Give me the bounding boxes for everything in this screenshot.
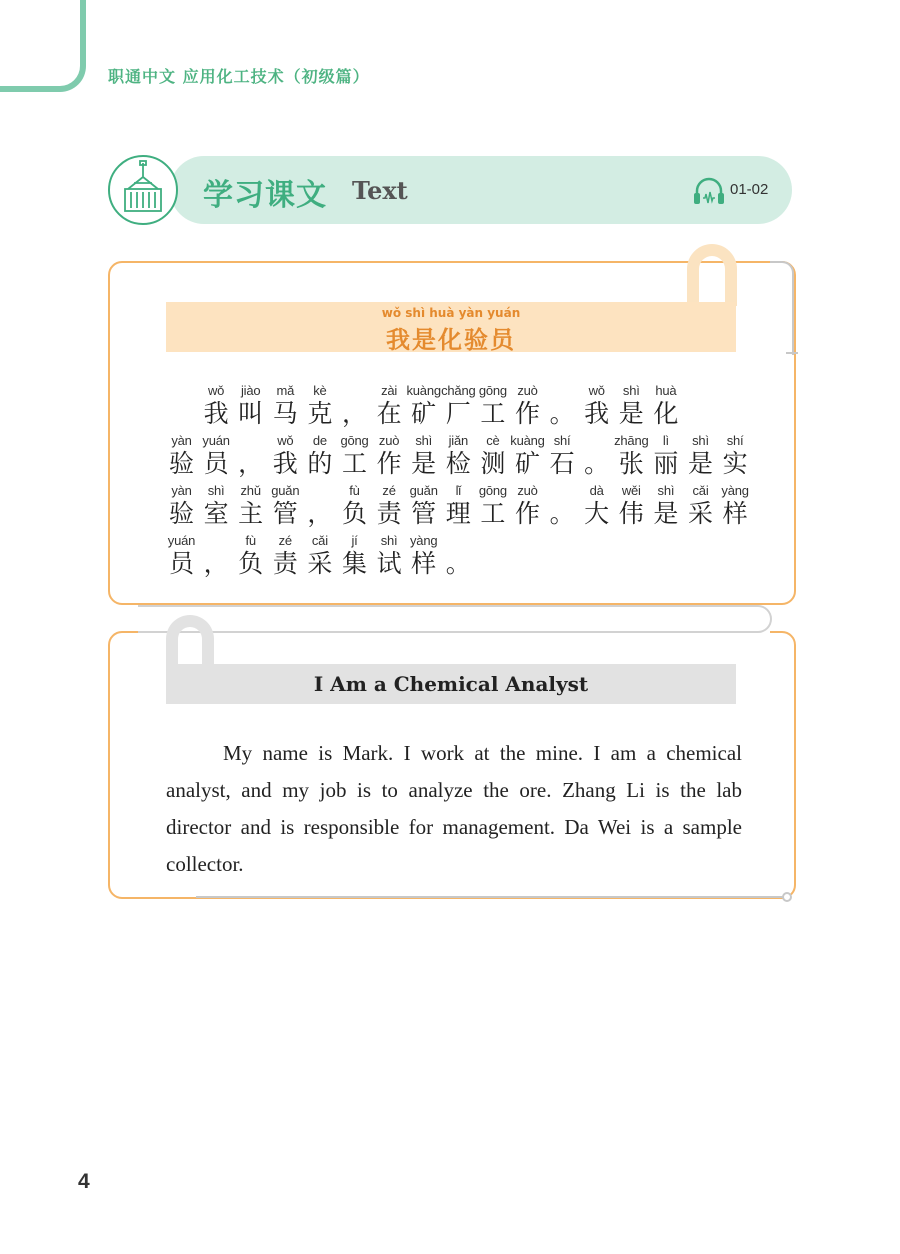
translation-title: I Am a Chemical Analyst bbox=[313, 672, 589, 696]
pinyin bbox=[233, 433, 268, 449]
ruby-char bbox=[441, 383, 476, 429]
pinyin: jí bbox=[351, 533, 358, 548]
ruby-char bbox=[199, 383, 234, 429]
hanzi: 。 bbox=[549, 399, 575, 428]
pinyin bbox=[302, 483, 337, 499]
ruby-char bbox=[337, 483, 372, 529]
hanzi: 验 bbox=[168, 449, 194, 478]
hanzi: 管 bbox=[411, 499, 437, 528]
hanzi: 克 bbox=[307, 399, 333, 428]
pinyin: shì bbox=[692, 433, 709, 448]
ruby-char bbox=[510, 483, 545, 529]
hanzi: 试 bbox=[376, 549, 402, 578]
section-title-en: Text bbox=[352, 176, 408, 205]
pinyin: cǎi bbox=[692, 483, 709, 498]
pinyin: wěi bbox=[621, 483, 641, 498]
lesson-title-zh: 我是化验员 bbox=[386, 326, 516, 354]
pinyin: guǎn bbox=[409, 483, 438, 498]
hanzi: 张 bbox=[618, 449, 644, 478]
hanzi: 矿 bbox=[514, 449, 540, 478]
section-title-zh: 学习课文 bbox=[203, 178, 327, 213]
ruby-char bbox=[337, 533, 372, 579]
pinyin: huà bbox=[655, 383, 677, 398]
ruby-char bbox=[302, 433, 337, 479]
connector-decoration bbox=[138, 605, 772, 633]
pinyin bbox=[199, 533, 234, 549]
pinyin: yàn bbox=[171, 433, 192, 448]
hanzi: 。 bbox=[549, 499, 575, 528]
ruby-char bbox=[510, 433, 545, 479]
hanzi: 是 bbox=[618, 399, 644, 428]
ruby-char bbox=[579, 483, 614, 529]
ruby-char bbox=[337, 433, 372, 479]
pinyin bbox=[545, 383, 580, 399]
hanzi: 测 bbox=[480, 449, 506, 478]
pinyin: fù bbox=[349, 483, 360, 498]
ruby-char bbox=[372, 483, 407, 529]
ruby-char bbox=[441, 483, 476, 529]
ruby-char bbox=[475, 433, 510, 479]
corner-decoration bbox=[0, 0, 86, 92]
pinyin: shì bbox=[207, 483, 225, 498]
ruby-char bbox=[372, 433, 407, 479]
ruby-char bbox=[441, 433, 476, 479]
hanzi: 厂 bbox=[445, 399, 471, 428]
ruby-char bbox=[164, 433, 199, 479]
ruby-char bbox=[683, 433, 718, 479]
ruby-char bbox=[233, 533, 268, 579]
pinyin: wǒ bbox=[207, 383, 225, 398]
ruby-char bbox=[718, 433, 753, 479]
hanzi: 负 bbox=[238, 549, 264, 578]
pinyin: chǎng bbox=[441, 383, 476, 398]
pinyin: yàng bbox=[409, 533, 438, 548]
hanzi: 丽 bbox=[653, 449, 679, 478]
hanzi: 实 bbox=[722, 449, 748, 478]
pinyin bbox=[337, 383, 372, 399]
pinyin: zé bbox=[382, 483, 396, 498]
pinyin: cè bbox=[486, 433, 500, 448]
hanzi: 员 bbox=[168, 549, 194, 578]
pinyin: yuán bbox=[167, 533, 196, 548]
ruby-char bbox=[199, 433, 234, 479]
hanzi: 负 bbox=[341, 499, 367, 528]
hanzi: 叫 bbox=[238, 399, 264, 428]
ruby-char bbox=[406, 383, 441, 429]
hanzi: 采 bbox=[687, 499, 713, 528]
ruby-char bbox=[164, 533, 199, 579]
pinyin: dà bbox=[589, 483, 604, 498]
hanzi: 验 bbox=[168, 499, 194, 528]
ruby-char bbox=[406, 433, 441, 479]
hanzi: 采 bbox=[307, 549, 333, 578]
hanzi: 室 bbox=[203, 499, 229, 528]
hanzi: 矿 bbox=[411, 399, 437, 428]
pinyin bbox=[164, 383, 199, 399]
pinyin: zhǔ bbox=[240, 483, 261, 498]
hanzi: 。 bbox=[584, 449, 610, 478]
ruby-char bbox=[441, 533, 476, 579]
pinyin bbox=[545, 483, 580, 499]
ruby-char bbox=[545, 433, 580, 479]
pinyin: gōng bbox=[478, 383, 507, 398]
box-edge-tick bbox=[786, 352, 798, 354]
hanzi: 作 bbox=[514, 499, 540, 528]
headphones-icon[interactable] bbox=[692, 176, 726, 206]
pinyin: cǎi bbox=[311, 533, 328, 548]
ruby-char bbox=[475, 383, 510, 429]
ruby-char bbox=[164, 483, 199, 529]
pinyin: zuò bbox=[517, 483, 538, 498]
hanzi: 是 bbox=[411, 449, 437, 478]
pinyin: gōng bbox=[340, 433, 369, 448]
ruby-char bbox=[683, 483, 718, 529]
pinyin: gōng bbox=[478, 483, 507, 498]
hanzi: 责 bbox=[272, 549, 298, 578]
ruby-char bbox=[372, 383, 407, 429]
lesson-title-pinyin: wǒ shì huà yàn yuán bbox=[381, 306, 521, 320]
ruby-char bbox=[164, 383, 199, 399]
ruby-char bbox=[475, 483, 510, 529]
pinyin: lì bbox=[662, 433, 669, 448]
pinyin: jiào bbox=[240, 383, 261, 398]
hanzi: 检 bbox=[445, 449, 471, 478]
pinyin: shì bbox=[415, 433, 433, 448]
hanzi: 大 bbox=[584, 499, 610, 528]
hanzi: 主 bbox=[238, 499, 264, 528]
pinyin: wǒ bbox=[277, 433, 294, 448]
hanzi: 样 bbox=[411, 549, 437, 578]
ruby-char bbox=[614, 433, 649, 479]
hanzi: 管 bbox=[272, 499, 298, 528]
box-bottom-line bbox=[196, 896, 784, 898]
pinyin: lǐ bbox=[455, 483, 461, 498]
ruby-char bbox=[302, 483, 337, 529]
hanzi: 在 bbox=[376, 399, 402, 428]
ruby-char bbox=[268, 433, 303, 479]
pinyin: shì bbox=[380, 533, 398, 548]
hanzi: ， bbox=[238, 449, 264, 478]
ruby-char bbox=[233, 483, 268, 529]
ruby-char bbox=[302, 383, 337, 429]
pinyin: zuò bbox=[378, 433, 400, 448]
hanzi: 马 bbox=[272, 399, 298, 428]
ruby-char bbox=[648, 433, 683, 479]
hanzi: 样 bbox=[722, 499, 748, 528]
ruby-char bbox=[199, 483, 234, 529]
hanzi: 是 bbox=[687, 449, 713, 478]
pinyin: guǎn bbox=[271, 483, 300, 498]
pinyin bbox=[579, 433, 614, 449]
pinyin: shì bbox=[622, 383, 640, 398]
hanzi: 理 bbox=[445, 499, 471, 528]
ruby-char bbox=[614, 483, 649, 529]
box-edge-decoration bbox=[770, 261, 794, 355]
ruby-char bbox=[510, 383, 545, 429]
hanzi: ， bbox=[307, 499, 333, 528]
ruby-char bbox=[233, 383, 268, 429]
hanzi: 集 bbox=[341, 549, 367, 578]
hanzi: 伟 bbox=[618, 499, 644, 528]
hook-decoration-gray bbox=[166, 615, 214, 667]
ruby-char bbox=[579, 433, 614, 479]
hanzi: 是 bbox=[653, 499, 679, 528]
pinyin: zuò bbox=[517, 383, 538, 398]
pinyin: jiǎn bbox=[448, 433, 469, 448]
line-end-dot bbox=[782, 892, 792, 902]
ruby-char bbox=[233, 433, 268, 479]
hanzi: 工 bbox=[480, 399, 506, 428]
container-crane-icon bbox=[108, 155, 178, 225]
hanzi: 作 bbox=[514, 399, 540, 428]
hanzi: 我 bbox=[584, 399, 610, 428]
pinyin: zé bbox=[278, 533, 292, 548]
ruby-char bbox=[302, 533, 337, 579]
ruby-char bbox=[268, 483, 303, 529]
pinyin: fù bbox=[245, 533, 256, 548]
pinyin: yàn bbox=[171, 483, 192, 498]
hanzi: 责 bbox=[376, 499, 402, 528]
book-title: 职通中文 应用化工技术（初级篇） bbox=[108, 67, 370, 86]
pinyin: yàng bbox=[721, 483, 749, 498]
ruby-char bbox=[579, 383, 614, 429]
hanzi: 工 bbox=[341, 449, 367, 478]
ruby-char bbox=[372, 533, 407, 579]
pinyin: shì bbox=[657, 483, 675, 498]
ruby-char bbox=[199, 533, 234, 579]
audio-track-code[interactable]: 01-02 bbox=[730, 181, 769, 198]
pinyin: wǒ bbox=[588, 383, 605, 398]
ruby-char bbox=[648, 383, 683, 429]
ruby-char bbox=[648, 483, 683, 529]
pinyin: kuàng bbox=[406, 383, 441, 398]
hanzi: 我 bbox=[203, 399, 229, 428]
pinyin bbox=[441, 533, 476, 549]
hook-decoration bbox=[687, 244, 737, 302]
pinyin: zài bbox=[381, 383, 398, 398]
hanzi: 员 bbox=[203, 449, 229, 478]
page-number: 4 bbox=[78, 1170, 90, 1193]
pinyin: yuán bbox=[202, 433, 230, 448]
ruby-char bbox=[406, 533, 441, 579]
hanzi: 。 bbox=[445, 549, 471, 578]
hanzi: 化 bbox=[653, 399, 679, 428]
ruby-char bbox=[614, 383, 649, 429]
hanzi: ， bbox=[203, 549, 229, 578]
pinyin: zhāng bbox=[614, 433, 649, 448]
hanzi: 我 bbox=[272, 449, 298, 478]
pinyin: shí bbox=[553, 433, 571, 448]
hanzi: 工 bbox=[480, 499, 506, 528]
ruby-char bbox=[545, 483, 580, 529]
hanzi: ， bbox=[341, 399, 367, 428]
hanzi: 作 bbox=[376, 449, 402, 478]
pinyin: mǎ bbox=[276, 383, 295, 398]
pinyin: shí bbox=[726, 433, 744, 448]
pinyin: kè bbox=[313, 383, 327, 398]
ruby-char bbox=[406, 483, 441, 529]
ruby-char bbox=[337, 383, 372, 429]
translation-paragraph: My name is Mark. I work at the mine. I am a chemical analyst, and my job is to analyze the ore. Zhang Li is the lab director and is responsible for management. Da Wei is a sample collector. bbox=[166, 741, 742, 876]
ruby-char bbox=[718, 483, 753, 529]
ruby-char bbox=[545, 383, 580, 429]
pinyin: de bbox=[312, 433, 327, 448]
hanzi: 的 bbox=[307, 449, 333, 478]
ruby-char bbox=[268, 533, 303, 579]
ruby-char bbox=[268, 383, 303, 429]
pinyin: kuàng bbox=[510, 433, 545, 448]
hanzi: 石 bbox=[549, 449, 575, 478]
